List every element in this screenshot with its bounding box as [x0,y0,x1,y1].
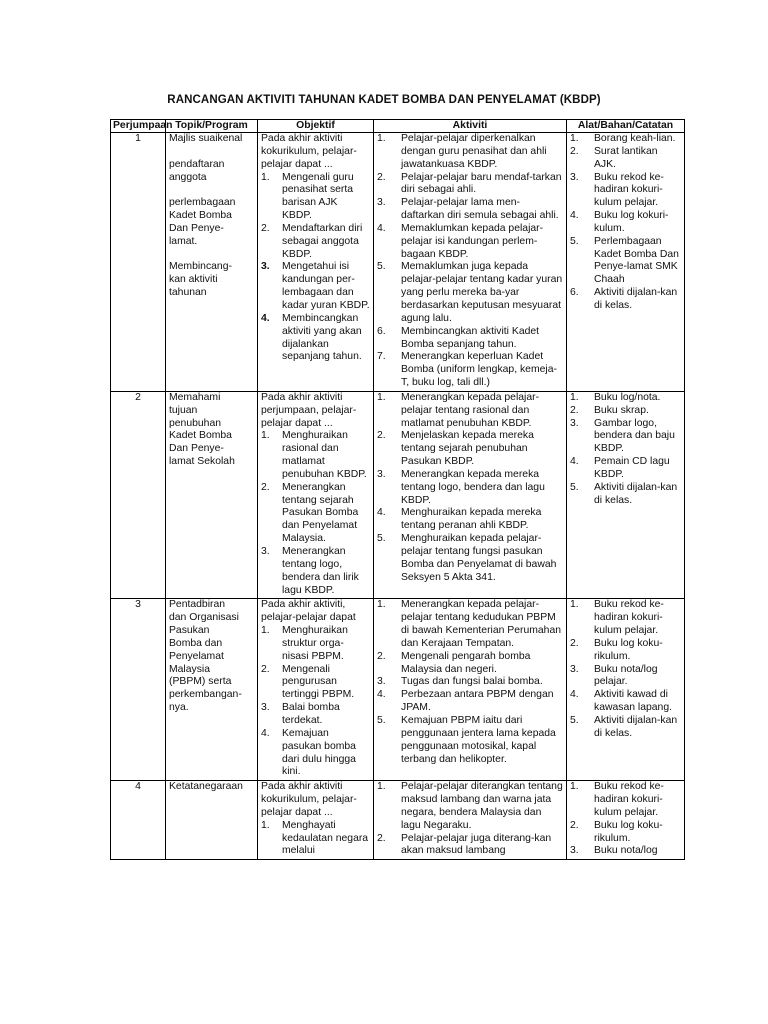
aktiviti-item-number: 2. [377,171,386,183]
objektif-list [261,820,370,859]
topik-line: dan Organisasi [169,612,239,624]
topik-line: tujuan [169,404,198,416]
table-row [111,391,685,599]
alat-item [570,845,681,858]
alat-item-text: Perlembagaan Kadet Bomba Dan Penye-lamat SMK Chaah [594,235,679,286]
alat-cell [567,133,685,392]
objektif-cell [258,599,374,781]
aktiviti-cell [374,391,567,599]
aktiviti-item-number: 4. [377,507,386,519]
alat-item [570,133,681,146]
alat-item-text: Buku log kokuri-kulum. [594,210,669,234]
topik-gap [169,184,254,197]
alat-list [570,392,681,508]
aktiviti-item-number: 2. [377,430,386,442]
aktiviti-item [377,197,563,223]
topik-line: Membincang- [169,261,232,273]
aktiviti-item [377,430,563,469]
topik-line: perkembangan- [169,689,242,701]
aktiviti-item-text: Tugas dan fungsi balai bomba. [401,676,543,688]
topik-cell [166,391,258,599]
aktiviti-item [377,223,563,262]
header-objektif: Objektif [258,120,374,133]
header-topik: Topik/Program [166,120,258,133]
objektif-item [261,482,370,546]
objektif-item-number: 1. [261,171,270,183]
aktiviti-item [377,833,563,859]
aktiviti-item-number: 5. [377,714,386,726]
objektif-item-text: Menghayati kedaulatan negara melalui [282,819,369,857]
alat-item-number: 2. [570,145,579,157]
alat-item-text: Buku rekod ke-hadiran kokuri-kulum pelajar. [594,599,664,637]
alat-item [570,456,681,482]
objektif-item [261,625,370,664]
alat-item [570,287,681,313]
alat-item-text: Aktiviti dijalan-kan di kelas. [594,287,678,311]
topik-line: lamat Sekolah [169,456,235,468]
topik-line: pendaftaran [169,158,225,170]
topik-cell [166,133,258,392]
topik-line: kan aktiviti [169,274,218,286]
activity-plan-table [110,119,685,860]
alat-item [570,638,681,664]
table-body [111,133,685,860]
objektif-item-text: Mengenali guru penasihat serta barisan AJK KBDP. [282,171,354,222]
aktiviti-item [377,469,563,508]
aktiviti-cell [374,781,567,860]
alat-item-text: Buku skrap. [594,404,649,416]
topik-line: Penyelamat [169,650,224,662]
alat-item-number: 4. [570,689,579,701]
objektif-item-text: Menerangkan tentang sejarah Pasukan Bomba dan Penyelamat Malaysia. [282,481,359,545]
topik-line: Malaysia [169,663,210,675]
topik-gap [169,249,254,262]
objektif-cell [258,781,374,860]
aktiviti-item-number: 5. [377,261,386,273]
alat-item [570,820,681,846]
aktiviti-item-number: 1. [377,599,386,611]
alat-list [570,133,681,313]
aktiviti-item-number: 4. [377,689,386,701]
aktiviti-item-text: Pelajar-pelajar diperkenalkan dengan guru penasihat dan ahli jawatankuasa KBDP. [401,133,547,170]
document-title: RANCANGAN AKTIVITI TAHUNAN KADET BOMBA DAN PENYELAMAT (KBDP) [167,94,601,106]
perjumpaan-number: 2 [111,391,166,599]
aktiviti-cell [374,599,567,781]
objektif-item [261,820,370,859]
alat-item-number: 6. [570,287,579,299]
topik-cell [166,599,258,781]
aktiviti-item-text: Menerangkan kepada mereka tentang logo, bendera dan lagu KBDP. [401,468,545,506]
aktiviti-item [377,392,563,431]
objektif-intro: Pada akhir aktiviti perjumpaan, pelajar-pelajar dapat ... [261,391,357,429]
alat-item [570,392,681,405]
objektif-item-text: Menerangkan tentang logo, bendera dan lirik lagu KBDP. [282,546,359,596]
alat-cell [567,781,685,860]
objektif-item-text: Mendaftarkan diri sebagai anggota KBDP. [282,222,363,260]
alat-item-text: Buku nota/log [594,845,658,857]
objektif-item-text: Kemajuan pasukan bomba dari dulu hingga kini. [282,727,356,778]
aktiviti-list [377,133,563,390]
alat-item-text: Buku nota/log pelajar. [594,663,658,688]
alat-item-number: 2. [570,404,579,416]
alat-item-number: 4. [570,210,579,222]
alat-item-number: 1. [570,781,579,793]
alat-cell [567,599,685,781]
aktiviti-item-text: Membincangkan aktiviti Kadet Bomba sepanjang tahun. [401,325,540,350]
aktiviti-item [377,715,563,766]
topik-line: Pentadbiran [169,599,226,611]
aktiviti-item-number: 3. [377,676,386,688]
objektif-item [261,546,370,597]
topik-line: Ketatanegaraan [169,781,243,793]
objektif-list [261,430,370,597]
aktiviti-item-text: Pelajar-pelajar baru mendaf-tarkan diri sebagai ahli. [401,171,562,196]
objektif-item-number: 1. [261,625,270,637]
alat-item-number: 5. [570,714,579,726]
objektif-item-number: 1. [261,819,270,831]
alat-item-text: Buku log koku-rikulum. [594,637,663,662]
alat-item-number: 1. [570,599,579,611]
objektif-item [261,728,370,779]
aktiviti-item-number: 3. [377,468,386,480]
alat-item-number: 5. [570,235,579,247]
objektif-cell [258,133,374,392]
aktiviti-item-number: 6. [377,325,386,337]
objektif-item-number: 1. [261,430,270,442]
aktiviti-list [377,781,563,858]
aktiviti-item [377,351,563,390]
aktiviti-item [377,326,563,352]
objektif-item [261,313,370,364]
alat-item-number: 5. [570,481,579,493]
alat-item-text: Buku log koku-rikulum. [594,819,663,844]
perjumpaan-number: 3 [111,599,166,781]
alat-item-text: Buku rekod ke-hadiran kokuri-kulum pelajar. [594,171,664,209]
topik-line: Kadet Bomba [169,210,232,222]
objektif-cell [258,391,374,599]
objektif-item-text: Mengenali pengurusan tertinggi PBPM. [282,663,355,701]
aktiviti-list [377,599,563,766]
alat-item-number: 3. [570,171,579,183]
table-row [111,781,685,860]
alat-item-number: 1. [570,391,579,403]
objektif-item-text: Mengetahui isi kandungan per-lembagaan dan kadar yuran KBDP. [282,261,370,311]
alat-item [570,599,681,638]
objektif-item-text: Menghuraikan struktur orga-nisasi PBPM. [282,625,348,662]
topik-line: Bomba dan [169,637,223,649]
objektif-item [261,172,370,223]
objektif-item-number: 3. [261,261,270,273]
perjumpaan-number: 4 [111,781,166,860]
topik-line: Dan Penye- [169,443,224,455]
aktiviti-item [377,676,563,689]
alat-item [570,172,681,211]
aktiviti-item-text: Menjelaskan kepada mereka tentang sejarah penubuhan Pasukan KBDP. [401,430,534,468]
topik-line: lamat. [169,235,198,247]
alat-item-text: Pemain CD lagu KBDP. [594,456,670,480]
alat-item-number: 4. [570,456,579,468]
aktiviti-item-text: Kemajuan PBPM iaitu dari penggunaan jentera lama kepada penggunaan motosikal, kapal terbang dan helikopter. [401,714,556,765]
objektif-intro: Pada akhir aktiviti kokurikulum, pelajar-pelajar dapat ... [261,133,357,170]
alat-item-text: Aktiviti dijalan-kan di kelas. [594,714,678,739]
alat-item-number: 3. [570,417,579,429]
objektif-item [261,664,370,703]
aktiviti-item-text: Menerangkan keperluan Kadet Bomba (uniform lengkap, kemeja-T, buku log, tali dll.) [401,351,557,389]
objektif-list [261,172,370,365]
alat-item-text: Buku rekod ke-hadiran kokuri-kulum pelajar. [594,781,664,818]
aktiviti-item [377,172,563,198]
alat-item [570,715,681,741]
alat-item-number: 2. [570,637,579,649]
topik-line: (PBPM) serta [169,676,232,688]
alat-item-text: Aktiviti dijalan-kan di kelas. [594,481,678,506]
topik-line: tahunan [169,287,207,299]
table-row [111,133,685,392]
header-alat: Alat/Bahan/Catatan [567,120,685,133]
aktiviti-item [377,533,563,584]
table-header-row [111,120,685,133]
topik-line: perlembagaan [169,197,236,209]
alat-item-text: Surat lantikan AJK. [594,145,658,170]
aktiviti-item-text: Mengenali pengarah bomba Malaysia dan negeri. [401,650,531,675]
objektif-item-text: Balai bomba terdekat. [282,702,340,726]
objektif-item-text: Menghuraikan rasional dan matlamat penubuhan KBDP. [282,430,367,480]
header-perjumpaan: Perjumpaan [111,120,166,133]
topik-line: anggota [169,171,207,183]
aktiviti-item-text: Menghuraikan kepada mereka tentang peranan ahli KBDP. [401,507,542,532]
alat-item-number: 3. [570,845,579,857]
alat-item-number: 1. [570,133,579,144]
aktiviti-item-number: 2. [377,650,386,662]
objektif-item-number: 2. [261,222,270,234]
alat-item [570,210,681,236]
aktiviti-item-text: Menerangkan kepada pelajar-pelajar tentang kedudukan PBPM di bawah Kementerian Perumahan dan Kerajaan Tempatan. [401,599,561,649]
objektif-item [261,702,370,728]
perjumpaan-number: 1 [111,133,166,392]
alat-item [570,236,681,287]
objektif-intro: Pada akhir aktiviti, pelajar-pelajar dapat [261,599,356,624]
alat-item-number: 3. [570,663,579,675]
objektif-item-number: 3. [261,702,270,714]
aktiviti-item-text: Pelajar-pelajar juga diterang-kan akan maksud lambang [401,832,552,857]
topik-line: Majlis suaikenal [169,133,243,144]
alat-item [570,482,681,508]
aktiviti-item-number: 1. [377,133,386,144]
topik-line: Dan Penye- [169,222,224,234]
objektif-item-number: 2. [261,663,270,675]
topik-line: Memahami [169,391,221,403]
aktiviti-item-number: 5. [377,533,386,545]
alat-item-text: Borang keah-lian. [594,133,676,144]
aktiviti-item-number: 4. [377,222,386,234]
objektif-item-text: Membincangkan aktiviti yang akan dijalankan sepanjang tahun. [282,312,362,363]
alat-cell [567,391,685,599]
aktiviti-item-text: Memaklumkan kepada pelajar-pelajar isi kandungan perlem-bagaan KBDP. [401,222,544,260]
objektif-item-number: 2. [261,481,270,493]
alat-item [570,664,681,690]
topik-line: penubuhan [169,417,222,429]
aktiviti-item-text: Menerangkan kepada pelajar-pelajar tentang rasional dan matlamat penubuhan KBDP. [401,391,540,429]
alat-item-text: Gambar logo, bendera dan baju KBDP. [594,417,675,455]
objektif-item [261,261,370,312]
alat-list [570,599,681,740]
aktiviti-item-text: Menghuraikan kepada pelajar-pelajar tentang fungsi pasukan Bomba dan Penyelamat di bawah Seksyen 5 Akta 341. [401,533,557,583]
aktiviti-item [377,261,563,325]
objektif-intro: Pada akhir aktiviti kokurikulum, pelajar-pelajar dapat ... [261,781,357,818]
aktiviti-item [377,133,563,172]
aktiviti-item [377,689,563,715]
aktiviti-list [377,392,563,585]
aktiviti-item-text: Pelajar-pelajar diterangkan tentang maksud lambang dan warna jata negara, bendera Malaysia dan lagu Negaraku. [401,781,563,831]
topik-line: Kadet Bomba [169,430,232,442]
objektif-item-number: 3. [261,546,270,557]
aktiviti-item-number: 1. [377,391,386,403]
alat-item [570,405,681,418]
aktiviti-item-number: 1. [377,781,386,793]
topik-line: nya. [169,702,189,714]
aktiviti-cell [374,133,567,392]
objektif-item-number: 4. [261,312,270,324]
table-row [111,599,685,781]
objektif-item [261,223,370,262]
aktiviti-item [377,651,563,677]
objektif-item [261,430,370,481]
aktiviti-item [377,599,563,650]
alat-list [570,781,681,858]
aktiviti-item [377,507,563,533]
objektif-list [261,625,370,779]
alat-item [570,146,681,172]
alat-item-text: Buku log/nota. [594,391,661,403]
aktiviti-item-text: Memaklumkan juga kepada pelajar-pelajar tentang kadar yuran yang perlu mereka ba-yar berdasarkan keputusan mesyuarat agung lalu. [401,261,563,324]
aktiviti-item-number: 2. [377,832,386,844]
topik-line: Pasukan [169,625,210,637]
alat-item-number: 2. [570,819,579,831]
alat-item [570,781,681,820]
alat-item [570,689,681,715]
objektif-item-number: 4. [261,727,270,739]
aktiviti-item-number: 7. [377,351,386,363]
aktiviti-item-number: 3. [377,197,386,209]
aktiviti-item [377,781,563,832]
aktiviti-item-text: Pelajar-pelajar lama men-daftarkan diri semula sebagai ahli. [401,197,559,222]
topik-cell [166,781,258,860]
alat-item [570,418,681,457]
topik-gap [169,146,254,159]
alat-item-text: Aktiviti kawad di kawasan lapang. [594,689,672,714]
header-aktiviti: Aktiviti [374,120,567,133]
aktiviti-item-text: Perbezaan antara PBPM dengan JPAM. [401,689,554,714]
